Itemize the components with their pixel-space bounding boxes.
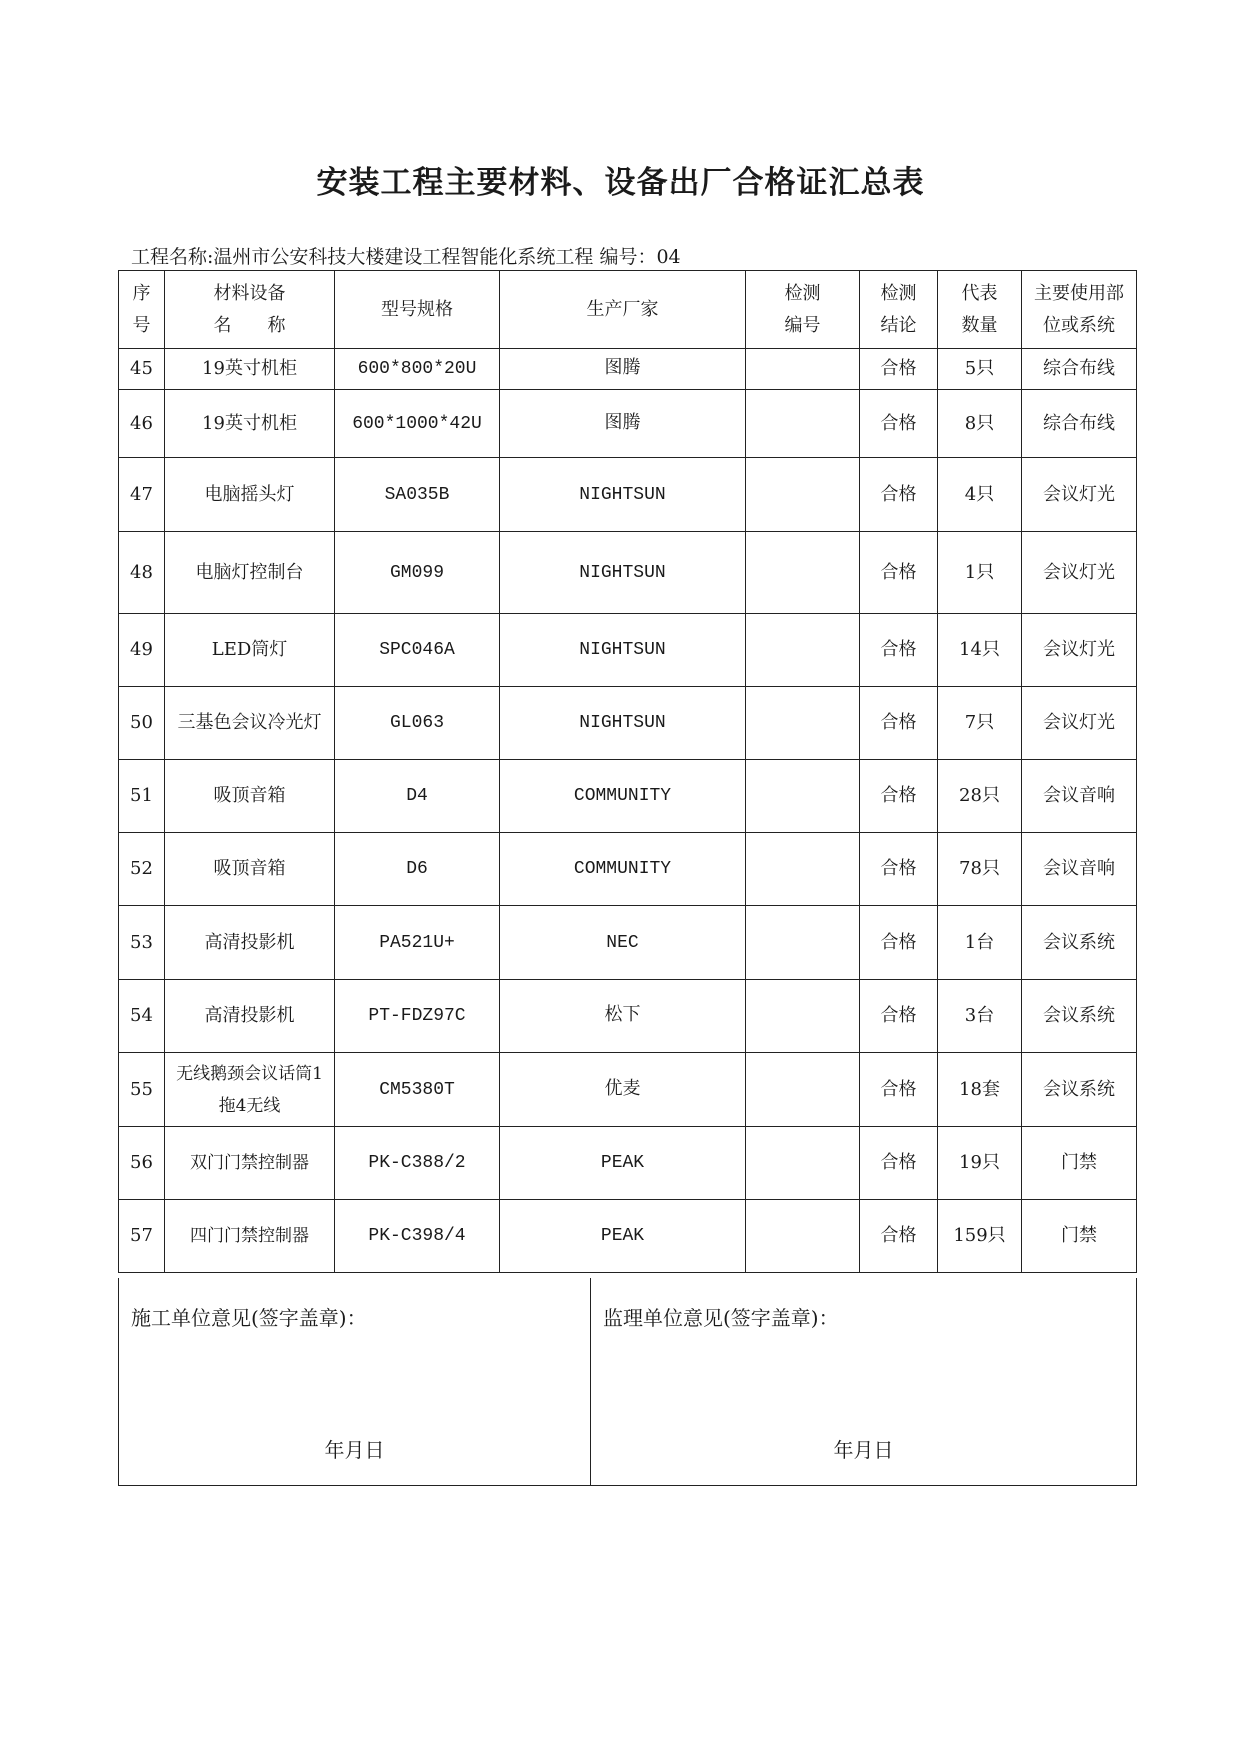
cell-test-no [746,532,860,614]
cell-result: 合格 [860,1127,938,1200]
cell-seq: 48 [119,532,165,614]
header-name [165,271,335,349]
header-seq [119,271,165,349]
supervision-date: 年月日 [833,1438,894,1462]
table-row [119,687,1137,760]
construction-date: 年月日 [324,1438,385,1462]
cell-qty: 8只 [938,390,1022,458]
cell-qty: 78只 [938,833,1022,906]
header-maker-line-1: 生产厂家 [586,298,659,320]
project-info-line: 工程名称:温州市公安科技大楼建设工程智能化系统工程 编号：04 [131,246,681,268]
cell-qty: 14只 [938,614,1022,687]
header-qty [938,271,1022,349]
cell-usage: 综合布线 [1022,349,1137,390]
cell-result: 合格 [860,614,938,687]
construction-opinion-label: 施工单位意见(签字盖章)： [131,1306,367,1330]
cell-seq: 56 [119,1127,165,1200]
cell-test-no [746,1053,860,1127]
cell-name: 高清投影机 [165,906,335,980]
header-qty-line-2: 数量 [961,314,998,336]
cell-name: 吸顶音箱 [165,760,335,833]
cell-test-no [746,349,860,390]
cell-maker: PEAK [500,1200,746,1273]
cell-maker: 图腾 [500,390,746,458]
cell-model: SA035B [335,458,500,532]
table-row [119,980,1137,1053]
cell-maker: 图腾 [500,349,746,390]
cell-result: 合格 [860,1200,938,1273]
cell-model: GM099 [335,532,500,614]
cell-maker: NIGHTSUN [500,614,746,687]
cell-test-no [746,760,860,833]
cell-usage: 门禁 [1022,1127,1137,1200]
header-test-no [746,271,860,349]
cell-usage: 会议音响 [1022,760,1137,833]
cell-result: 合格 [860,760,938,833]
header-name-line-2: 名 称 [213,314,286,336]
cell-seq: 57 [119,1200,165,1273]
cell-qty: 7只 [938,687,1022,760]
materials-table [118,270,1137,1273]
table-row [119,349,1137,390]
cell-usage: 会议灯光 [1022,687,1137,760]
cell-seq: 51 [119,760,165,833]
cell-name: LED筒灯 [165,614,335,687]
cell-test-no [746,980,860,1053]
cell-result: 合格 [860,833,938,906]
cell-seq: 45 [119,349,165,390]
cell-seq: 46 [119,390,165,458]
cell-model: D6 [335,833,500,906]
cell-maker: NIGHTSUN [500,458,746,532]
header-usage [1022,271,1137,349]
cell-usage: 会议灯光 [1022,458,1137,532]
cell-test-no [746,833,860,906]
cell-qty: 18套 [938,1053,1022,1127]
document-title: 安装工程主要材料、设备出厂合格证汇总表 [316,165,925,201]
header-usage-line-2: 位或系统 [1043,314,1115,336]
cell-test-no [746,687,860,760]
cell-maker: NIGHTSUN [500,687,746,760]
cell-usage: 门禁 [1022,1200,1137,1273]
header-qty-line-1: 代表 [961,282,998,304]
header-usage-line-1: 主要使用部 [1034,282,1124,304]
cell-name: 电脑摇头灯 [165,458,335,532]
cell-seq: 54 [119,980,165,1053]
cell-seq: 52 [119,833,165,906]
cell-name: 电脑灯控制台 [165,532,335,614]
table-row [119,458,1137,532]
cell-seq: 50 [119,687,165,760]
cell-maker: COMMUNITY [500,760,746,833]
cell-model: 600*1000*42U [335,390,500,458]
table-row [119,614,1137,687]
cell-seq: 53 [119,906,165,980]
header-result-line-1: 检测 [880,282,917,304]
cell-name: 四门门禁控制器 [165,1200,335,1273]
cell-qty: 28只 [938,760,1022,833]
cell-name: 三基色会议冷光灯 [165,687,335,760]
cell-usage: 会议系统 [1022,906,1137,980]
cell-test-no [746,906,860,980]
cell-model: PA521U+ [335,906,500,980]
cell-usage: 会议系统 [1022,1053,1137,1127]
cell-test-no [746,1127,860,1200]
cell-result: 合格 [860,390,938,458]
cell-maker: NIGHTSUN [500,532,746,614]
table-row [119,1200,1137,1273]
cell-maker: 松下 [500,980,746,1053]
cell-maker: COMMUNITY [500,833,746,906]
cell-result: 合格 [860,687,938,760]
cell-maker: 优麦 [500,1053,746,1127]
cell-model: SPC046A [335,614,500,687]
cell-test-no [746,390,860,458]
construction-opinion-cell [119,1278,591,1486]
cell-qty: 4只 [938,458,1022,532]
cell-qty: 3台 [938,980,1022,1053]
header-model [335,271,500,349]
cell-model: CM5380T [335,1053,500,1127]
cell-qty: 5只 [938,349,1022,390]
cell-qty: 19只 [938,1127,1022,1200]
cell-name: 无线鹅颈会议话筒1拖4无线 [165,1053,335,1127]
table-row [119,833,1137,906]
table-row [119,390,1137,458]
cell-usage: 综合布线 [1022,390,1137,458]
cell-usage: 会议灯光 [1022,532,1137,614]
cell-seq: 47 [119,458,165,532]
cell-qty: 159只 [938,1200,1022,1273]
cell-model: D4 [335,760,500,833]
cell-test-no [746,614,860,687]
header-result-line-2: 结论 [880,314,917,336]
header-result [860,271,938,349]
header-seq-line-1: 序 [132,282,151,304]
header-name-line-1: 材料设备 [213,282,286,304]
header-model-line-1: 型号规格 [381,298,453,320]
supervision-opinion-cell [591,1278,1137,1486]
header-seq-line-2: 号 [132,314,151,336]
cell-maker: PEAK [500,1127,746,1200]
table-row [119,1127,1137,1200]
cell-seq: 49 [119,614,165,687]
cell-result: 合格 [860,349,938,390]
cell-maker: NEC [500,906,746,980]
cell-result: 合格 [860,532,938,614]
cell-usage: 会议灯光 [1022,614,1137,687]
cell-name: 19英寸机柜 [165,349,335,390]
cell-name: 双门门禁控制器 [165,1127,335,1200]
cell-result: 合格 [860,980,938,1053]
table-row [119,1053,1137,1127]
cell-usage: 会议系统 [1022,980,1137,1053]
cell-result: 合格 [860,458,938,532]
cell-usage: 会议音响 [1022,833,1137,906]
cell-result: 合格 [860,906,938,980]
cell-result: 合格 [860,1053,938,1127]
cell-test-no [746,458,860,532]
cell-model: 600*800*20U [335,349,500,390]
cell-model: GL063 [335,687,500,760]
table-row [119,532,1137,614]
table-header-row [119,271,1137,349]
cell-qty: 1台 [938,906,1022,980]
cell-name: 19英寸机柜 [165,390,335,458]
cell-seq: 55 [119,1053,165,1127]
table-row [119,906,1137,980]
cell-name: 高清投影机 [165,980,335,1053]
supervision-opinion-label: 监理单位意见(签字盖章)： [603,1306,839,1330]
signature-table [118,1278,1137,1486]
cell-model: PT-FDZ97C [335,980,500,1053]
header-test-no-line-1: 检测 [784,282,821,304]
cell-model: PK-C388/2 [335,1127,500,1200]
cell-qty: 1只 [938,532,1022,614]
header-maker [500,271,746,349]
cell-model: PK-C398/4 [335,1200,500,1273]
header-test-no-line-2: 编号 [784,314,821,336]
cell-test-no [746,1200,860,1273]
cell-name: 吸顶音箱 [165,833,335,906]
table-row [119,760,1137,833]
